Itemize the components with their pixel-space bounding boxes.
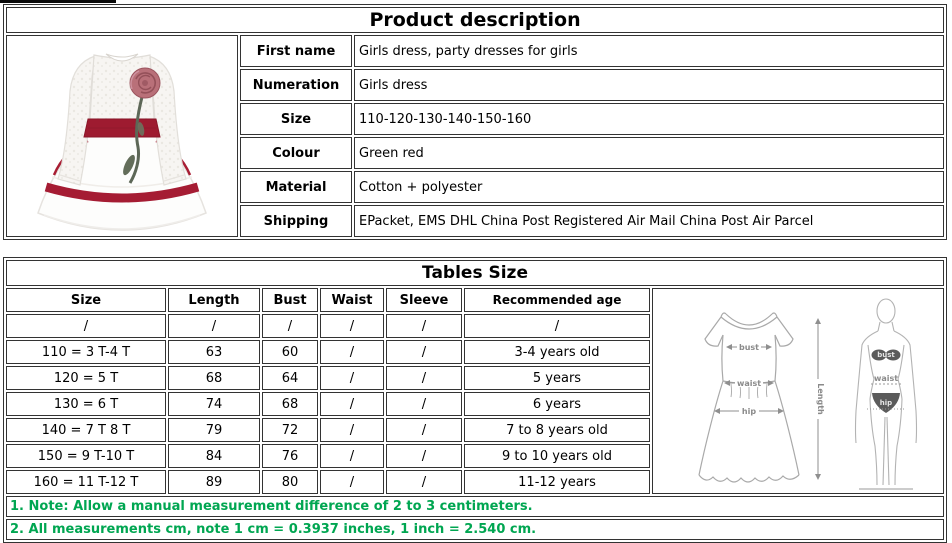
size-cell: / [320, 366, 384, 390]
size-cell: 120 = 5 T [6, 366, 166, 390]
size-cell: 11-12 years [464, 470, 650, 494]
size-cell: 60 [262, 340, 318, 364]
col-header-waist: Waist [320, 288, 384, 312]
size-cell: / [320, 340, 384, 364]
size-cell: 84 [168, 444, 260, 468]
size-cell: 140 = 7 T 8 T [6, 418, 166, 442]
product-row-label: First name [240, 35, 352, 67]
size-cell: / [262, 314, 318, 338]
diagram-length-label: Length [816, 383, 826, 415]
figure-bust-label: bust [877, 351, 895, 359]
col-header-recommended-age: Recommended age [464, 288, 650, 312]
product-row-label: Colour [240, 137, 352, 169]
col-header-sleeve: Sleeve [386, 288, 462, 312]
product-row-label: Material [240, 171, 352, 203]
product-photo-cell [6, 35, 238, 237]
size-cell: 160 = 11 T-12 T [6, 470, 166, 494]
size-cell: 110 = 3 T-4 T [6, 340, 166, 364]
size-cell: / [6, 314, 166, 338]
body-figure-sketch [856, 299, 917, 489]
note-measurement-difference: 1. Note: Allow a manual measurement difference of 2 to 3 centimeters. [6, 496, 944, 517]
diagram-bust-label: bust [739, 343, 760, 352]
size-cell: 68 [262, 392, 318, 416]
size-cell: / [320, 470, 384, 494]
size-cell: 130 = 6 T [6, 392, 166, 416]
size-chart-table [3, 257, 947, 543]
col-header-length: Length [168, 288, 260, 312]
product-description-title: Product description [6, 7, 944, 33]
product-row-label: Size [240, 103, 352, 135]
size-cell: 76 [262, 444, 318, 468]
size-table-title: Tables Size [6, 260, 944, 286]
product-row-label: Shipping [240, 205, 352, 237]
size-cell: 63 [168, 340, 260, 364]
top-edge-line [0, 0, 116, 3]
size-cell: 5 years [464, 366, 650, 390]
size-cell: 74 [168, 392, 260, 416]
measurement-diagram-cell [652, 288, 944, 494]
size-cell: / [320, 392, 384, 416]
size-cell: / [386, 392, 462, 416]
product-row-value: Girls dress, party dresses for girls [354, 35, 944, 67]
length-arrow [813, 319, 825, 479]
col-header-bust: Bust [262, 288, 318, 312]
size-cell: 64 [262, 366, 318, 390]
dress-skirt [38, 133, 206, 230]
size-cell: 80 [262, 470, 318, 494]
size-cell: / [320, 444, 384, 468]
col-header-size: Size [6, 288, 166, 312]
product-row-value: EPacket, EMS DHL China Post Registered Air Mail China Post Air Parcel [354, 205, 944, 237]
size-cell: 68 [168, 366, 260, 390]
rose-flower [130, 68, 160, 98]
product-row-value: Girls dress [354, 69, 944, 101]
size-cell: 3-4 years old [464, 340, 650, 364]
product-row-value: 110-120-130-140-150-160 [354, 103, 944, 135]
size-cell: 72 [262, 418, 318, 442]
product-row-label: Numeration [240, 69, 352, 101]
figure-waist-label: waist [873, 374, 899, 383]
girls-dress-photo [8, 37, 236, 235]
diagram-waist-label: waist [736, 379, 762, 388]
size-cell: 89 [168, 470, 260, 494]
product-row-value: Green red [354, 137, 944, 169]
dress-sketch [699, 313, 799, 482]
size-cell: / [386, 366, 462, 390]
product-description-table [3, 4, 947, 240]
size-cell: / [168, 314, 260, 338]
size-cell: 6 years [464, 392, 650, 416]
size-cell: / [386, 444, 462, 468]
note-unit-conversion: 2. All measurements cm, note 1 cm = 0.3937 inches, 1 inch = 2.540 cm. [6, 519, 944, 540]
size-cell: / [386, 314, 462, 338]
size-cell: / [464, 314, 650, 338]
size-cell: 7 to 8 years old [464, 418, 650, 442]
product-row-value: Cotton + polyester [354, 171, 944, 203]
size-cell: 150 = 9 T-10 T [6, 444, 166, 468]
diagram-hip-label: hip [741, 407, 757, 416]
size-cell: / [386, 470, 462, 494]
size-cell: 9 to 10 years old [464, 444, 650, 468]
size-cell: / [386, 418, 462, 442]
figure-hip-label: hip [879, 399, 893, 407]
measurement-diagram [663, 291, 933, 491]
size-cell: / [320, 314, 384, 338]
size-cell: 79 [168, 418, 260, 442]
size-cell: / [320, 418, 384, 442]
size-cell: / [386, 340, 462, 364]
